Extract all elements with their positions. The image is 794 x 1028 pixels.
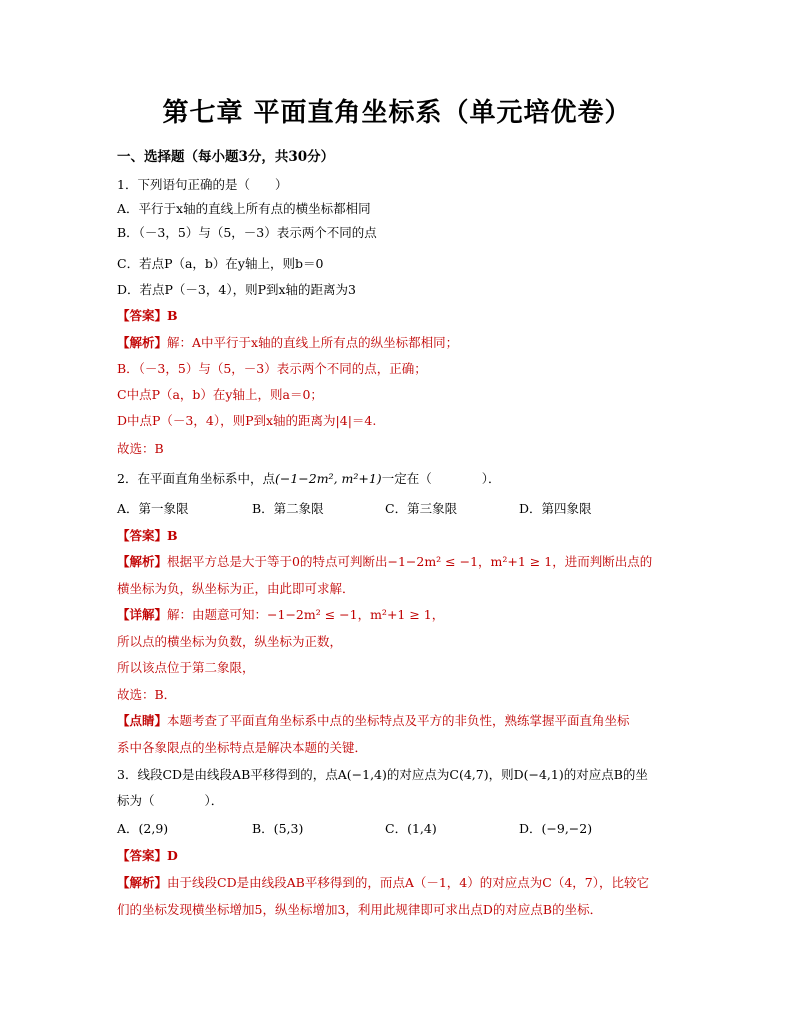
q3-option-b: B．(5,3) <box>252 821 304 836</box>
answer-tag: 【答案】 <box>117 528 168 543</box>
analysis-line: C中点P（a，b）在y轴上，则a＝0； <box>117 387 323 402</box>
comment-tag: 【点睛】 <box>117 713 168 728</box>
stem-math: (−1−2m², m²+1) <box>274 471 382 486</box>
q1-stem: 1．下列语句正确的是（ ） <box>117 177 288 192</box>
answer-tag: 【答案】 <box>117 308 168 323</box>
q2-answer <box>117 527 178 545</box>
analysis-line: B．（－3，5）与（5，－3）表示两个不同的点，正确； <box>117 361 427 376</box>
comment-line: 本题考查了平面直角坐标系中点的坐标特点及平方的非负性，熟练掌握平面直角坐标 <box>167 713 630 728</box>
q2-options <box>117 500 677 518</box>
q1-option-a: A．平行于x轴的直线上所有点的横坐标都相同 <box>117 201 371 216</box>
answer-value: B <box>167 308 178 323</box>
analysis-line: 们的坐标发现横坐标增加5，纵坐标增加3，利用此规律即可求出点D的对应点B的坐标． <box>117 902 603 917</box>
analysis-tag: 【解析】 <box>117 554 168 569</box>
q2-detail <box>117 606 444 624</box>
stem-text: 2．在平面直角坐标系中，点 <box>117 471 275 486</box>
q3-stem: 3．线段CD是由线段AB平移得到的，点A(−1,4)的对应点为C(4,7)，则D(−4,1)的对应点B的坐 <box>117 767 648 782</box>
q2-option-a: A．第一象限 <box>117 501 189 516</box>
q2-option-d: D．第四象限 <box>519 501 592 516</box>
detail-tag: 【详解】 <box>117 607 168 622</box>
q2-comment <box>117 712 630 730</box>
answer-tag: 【答案】 <box>117 848 168 863</box>
q3-option-a: A．(2,9) <box>117 821 169 836</box>
comment-line: 系中各象限点的坐标特点是解决本题的关键． <box>117 740 368 755</box>
detail-line: 解：由题意可知：−1−2m² ≤ −1，m²+1 ≥ 1， <box>167 607 445 622</box>
q1-answer <box>117 307 178 325</box>
q3-stem-cont: 标为（ ）． <box>117 793 224 808</box>
q3-option-d: D．(−9,−2) <box>519 821 593 836</box>
q2-option-c: C．第三象限 <box>385 501 458 516</box>
section-heading: 一、选择题（每小题3分，共30分） <box>117 149 335 165</box>
q2-choose: 故选：B． <box>117 687 177 702</box>
q3-answer <box>117 847 178 865</box>
answer-value: B <box>167 528 178 543</box>
q1-analysis <box>117 334 458 352</box>
analysis-tag: 【解析】 <box>117 335 168 350</box>
q1-option-c: C．若点P（a，b）在y轴上，则b＝0 <box>117 256 324 271</box>
detail-line: 所以该点位于第二象限， <box>117 660 255 675</box>
answer-value: D <box>167 848 178 863</box>
page-title: 第七章 平面直角坐标系（单元培优卷） <box>162 98 632 128</box>
q2-analysis <box>117 553 652 571</box>
analysis-tag: 【解析】 <box>117 875 168 890</box>
analysis-line: 横坐标为负，纵坐标为正，由此即可求解． <box>117 581 355 596</box>
q2-stem <box>117 470 500 488</box>
analysis-line: 解：A中平行于x轴的直线上所有点的纵坐标都相同； <box>167 335 459 350</box>
stem-text: 一定在（ ）． <box>381 471 501 486</box>
q3-options <box>117 820 677 838</box>
q3-option-c: C．(1,4) <box>385 821 437 836</box>
q1-option-b: B．（－3，5）与（5，－3）表示两个不同的点 <box>117 225 377 240</box>
q1-option-d: D．若点P（－3，4），则P到x轴的距离为3 <box>117 282 357 297</box>
detail-line: 所以点的横坐标为负数，纵坐标为正数， <box>117 634 343 649</box>
q2-option-b: B．第二象限 <box>252 501 324 516</box>
q3-analysis <box>117 874 649 892</box>
analysis-line: 根据平方总是大于等于0的特点可判断出−1−2m² ≤ −1，m²+1 ≥ 1，进而判断出点的 <box>167 554 653 569</box>
q1-choose: 故选：B <box>117 441 164 456</box>
analysis-line: D中点P（－3，4），则P到x轴的距离为|4|＝4. <box>117 413 377 428</box>
analysis-line: 由于线段CD是由线段AB平移得到的，而点A（－1，4）的对应点为C（4，7），比较它 <box>167 875 649 890</box>
